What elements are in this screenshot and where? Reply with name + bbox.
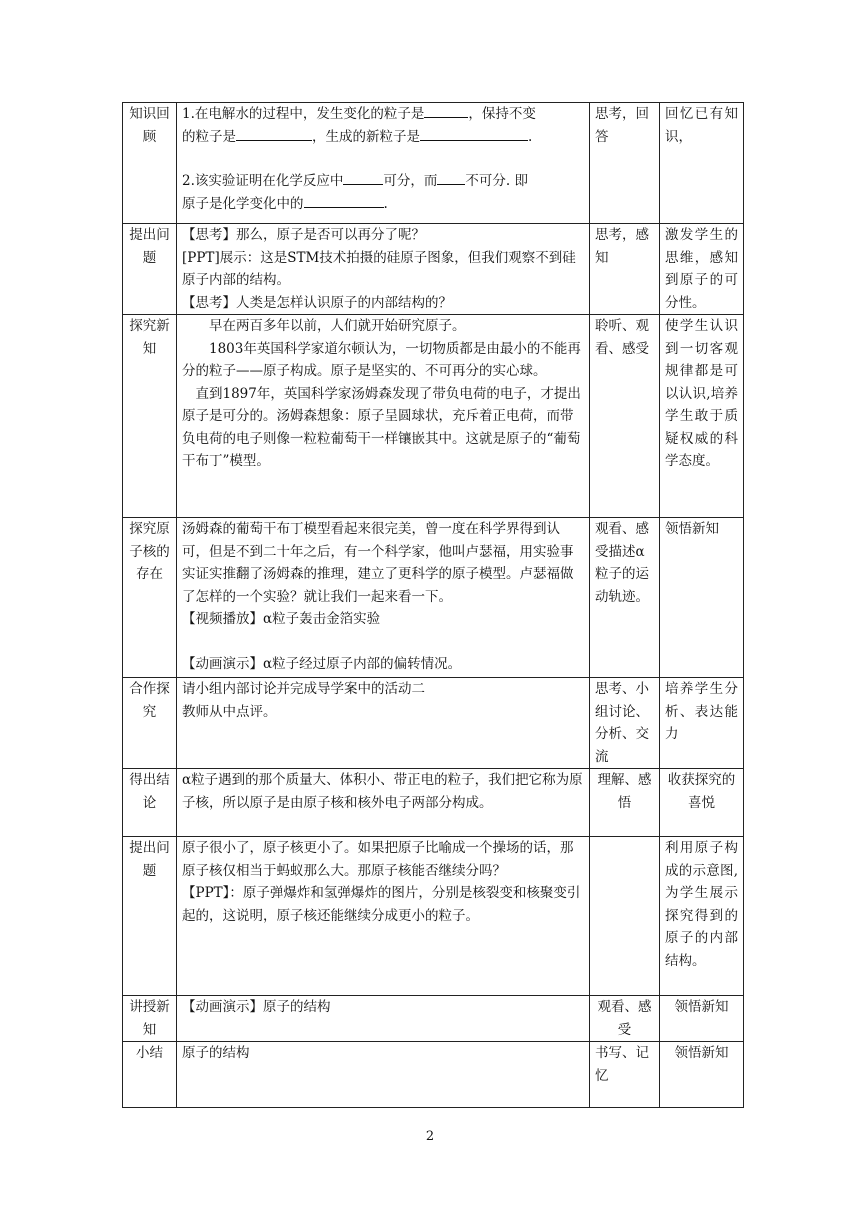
text-line: 原子是化学变化中的 . — [182, 193, 584, 216]
fill-blank — [343, 170, 383, 185]
teacher-activity — [177, 769, 590, 837]
student-activity: 观看、感受描述α粒子的运动轨迹。 — [590, 518, 660, 678]
text-line: 早在两百多年以前，人们就开始研究原子。 — [209, 318, 466, 334]
text-line: 【思考】人类是怎样认识原子的内部结构的？ — [182, 294, 452, 311]
table-row — [123, 996, 744, 1042]
lesson-plan-table — [122, 102, 744, 1108]
text-line: 原子的结构 — [182, 1045, 250, 1061]
student-activity — [590, 837, 660, 996]
text-line: 【思考】那么，原子是否可以再分了呢？ — [182, 227, 425, 243]
text-line: 1803年英国科学家道尔顿认为，一切物质都是由最小的不能再分的粒子——原子构成。原子是坚实的、不可再分的实心球。 — [182, 340, 581, 379]
teacher-activity — [177, 103, 590, 224]
student-activity: 聆听、观看、感受 — [590, 315, 660, 518]
table-row — [123, 678, 744, 769]
text-line: 直到1897年，英国科学家汤姆森发现了带负电荷的电子，才提出原子是可分的。汤姆森想象：原子呈圆球状，充斥着正电荷，而带负电荷的电子则像一粒粒葡萄干一样镶嵌其中。这就是原子的“葡萄干布丁”模型。 — [182, 385, 581, 469]
teacher-activity — [177, 315, 590, 518]
text-line: 原子很小了，原子核更小了。如果把原子比喻成一个操场的话，那原子核仅相当于蚂蚁那么大。那原子核能否继续分吗？ — [182, 840, 574, 879]
step-label: 讲授新知 — [123, 996, 177, 1042]
text-line: 1.在电解水的过程中，发生变化的粒子是 ，保持不变 — [182, 103, 584, 126]
design-intent: 收获探究的喜悦 — [660, 769, 744, 837]
student-activity: 思考，回答 — [590, 103, 660, 224]
table-row — [123, 103, 744, 224]
step-label: 探究原子核的存在 — [123, 518, 177, 678]
design-intent: 领悟新知 — [660, 1042, 744, 1108]
text-line: 汤姆森的葡萄干布丁模型看起来很完美，曾一度在科学界得到认可，但是不到二十年之后，有一个科学家，他叫卢瑟福，用实验事实证实推翻了汤姆森的推理，建立了更科学的原子模型。卢瑟福做了怎样的一个实验？就让我们一起来看一下。 — [182, 521, 574, 605]
page-number: 2 — [425, 1129, 435, 1144]
student-activity: 观看、感受 — [590, 996, 660, 1042]
student-activity: 思考，感知 — [590, 224, 660, 315]
text-line: 【PPT】：原子弹爆炸和氢弹爆炸的图片，分别是核裂变和核聚变引起的，这说明，原子核还能继续分成更小的粒子。 — [182, 885, 581, 924]
design-intent: 领悟新知 — [660, 518, 744, 678]
design-intent: 使学生认识到一切客观规律都是可以认识,培养学生敢于质疑权威的科学态度。 — [660, 315, 744, 518]
table-row — [123, 769, 744, 837]
step-label: 知识回顾 — [123, 103, 177, 224]
table-row — [123, 224, 744, 315]
design-intent: 回忆已有知识， — [660, 103, 744, 224]
teacher-activity — [177, 1042, 590, 1108]
step-label: 小结 — [123, 1042, 177, 1108]
text-line: [PPT]展示：这是STM技术拍摄的硅原子图象，但我们观察不到硅原子内部的结构。 — [182, 249, 576, 288]
design-intent: 激发学生的思维，感知到原子的可分性。 — [660, 224, 744, 315]
text-line: 2.该实验证明在化学反应中 可分，而 不可分. 即 — [182, 170, 584, 193]
fill-blank — [424, 103, 468, 118]
text-line: 【动画演示】α粒子经过原子内部的偏转情况。 — [182, 655, 462, 672]
table-row — [123, 1042, 744, 1108]
step-label: 得出结论 — [123, 769, 177, 837]
text-line: 【动画演示】原子的结构 — [182, 999, 331, 1015]
text-line: 【视频播放】α粒子轰击金箔实验 — [182, 611, 381, 627]
teacher-activity — [177, 224, 590, 315]
student-activity: 理解、感悟 — [590, 769, 660, 837]
table-row — [123, 837, 744, 996]
fill-blank — [304, 193, 384, 208]
step-label: 合作探究 — [123, 678, 177, 769]
design-intent: 利用原子构成的示意图,为学生展示探究得到的原子的内部结构。 — [660, 837, 744, 996]
step-label: 提出问题 — [123, 224, 177, 315]
table-row — [123, 518, 744, 678]
teacher-activity — [177, 678, 590, 769]
fill-blank — [420, 126, 528, 141]
text-line: 请小组内部讨论并完成导学案中的活动二 — [182, 681, 425, 697]
text-line: α粒子遇到的那个质量大、体积小、带正电的粒子，我们把它称为原子核，所以原子是由原子核和核外电子两部分构成。 — [182, 772, 583, 811]
design-intent: 培养学生分析、表达能力 — [660, 678, 744, 769]
text-line: 的粒子是 ，生成的新粒子是 . — [182, 126, 584, 149]
text-line: 教师从中点评。 — [182, 703, 277, 720]
fill-blank — [236, 126, 312, 141]
step-label: 探究新知 — [123, 315, 177, 518]
design-intent: 领悟新知 — [660, 996, 744, 1042]
student-activity: 书写、记忆 — [590, 1042, 660, 1108]
teacher-activity — [177, 518, 590, 678]
table-row — [123, 315, 744, 518]
fill-blank — [437, 170, 465, 185]
teacher-activity — [177, 996, 590, 1042]
student-activity: 思考、小组讨论、分析、交流 — [590, 678, 660, 769]
step-label: 提出问题 — [123, 837, 177, 996]
teacher-activity — [177, 837, 590, 996]
